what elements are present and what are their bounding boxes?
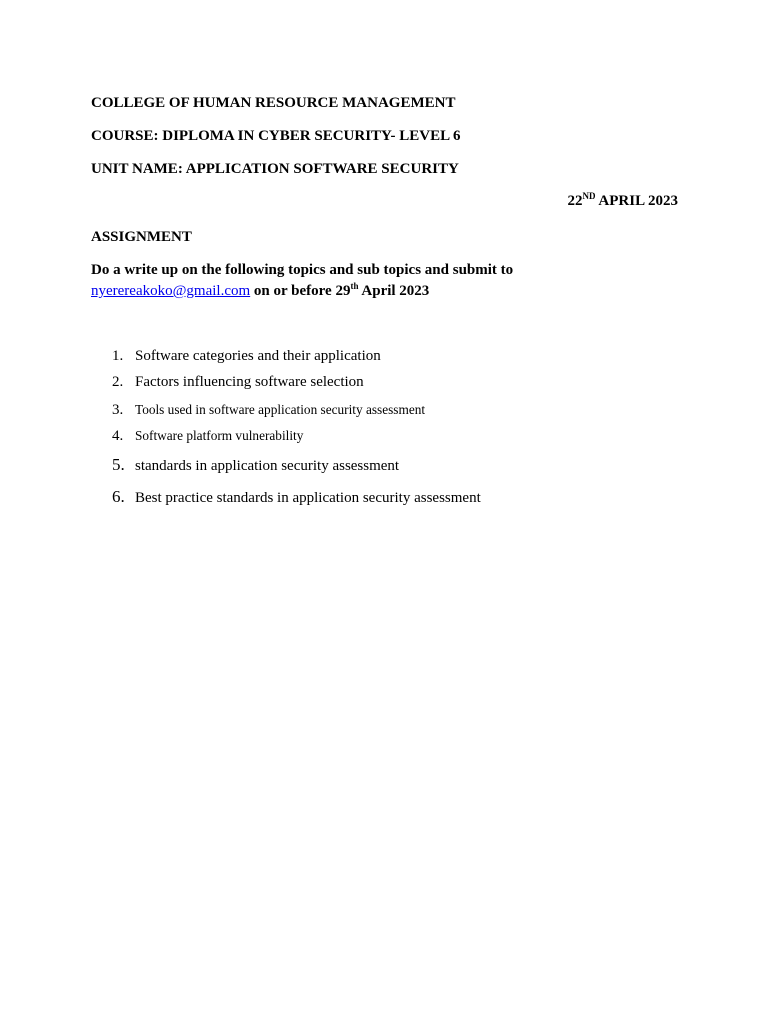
list-item	[112, 374, 364, 391]
date-day: 22	[567, 193, 583, 209]
course-title: COURSE: DIPLOMA IN CYBER SECURITY- LEVEL 6	[91, 128, 461, 144]
document-date	[567, 192, 678, 210]
list-item-text: Best practice standards in application security assessment	[135, 490, 481, 506]
unit-name: UNIT NAME: APPLICATION SOFTWARE SECURITY	[91, 161, 459, 177]
list-item-number: 5.	[112, 455, 125, 474]
date-rest: APRIL 2023	[595, 193, 678, 209]
list-item-number: 2.	[112, 374, 124, 390]
list-item-text: standards in application security assessment	[135, 458, 400, 474]
assignment-heading: ASSIGNMENT	[91, 229, 192, 245]
list-item	[112, 348, 381, 365]
list-item	[112, 428, 303, 445]
list-item-text: Tools used in software application security assessment	[135, 402, 426, 417]
instruction-line-2	[91, 282, 429, 300]
deadline-suffix: th	[350, 281, 359, 291]
list-item-text: Software categories and their application	[135, 348, 381, 364]
list-item-text: Software platform vulnerability	[135, 428, 304, 443]
list-item	[112, 402, 425, 419]
list-item-number: 1.	[112, 348, 124, 364]
list-item	[112, 455, 399, 475]
list-item-text: Factors influencing software selection	[135, 374, 364, 390]
list-item	[112, 487, 481, 507]
instruction-mid: on or before 29	[250, 283, 351, 299]
date-suffix: ND	[582, 191, 596, 201]
instruction-line-1: Do a write up on the following topics and sub topics and submit to	[91, 262, 514, 278]
college-name: COLLEGE OF HUMAN RESOURCE MANAGEMENT	[91, 95, 456, 111]
email-link[interactable]: nyerereakoko@gmail.com	[91, 283, 251, 299]
list-item-number: 6.	[112, 487, 125, 506]
list-item-number: 3.	[112, 402, 124, 418]
instruction-end: April 2023	[358, 283, 430, 299]
list-item-number: 4.	[112, 428, 124, 444]
